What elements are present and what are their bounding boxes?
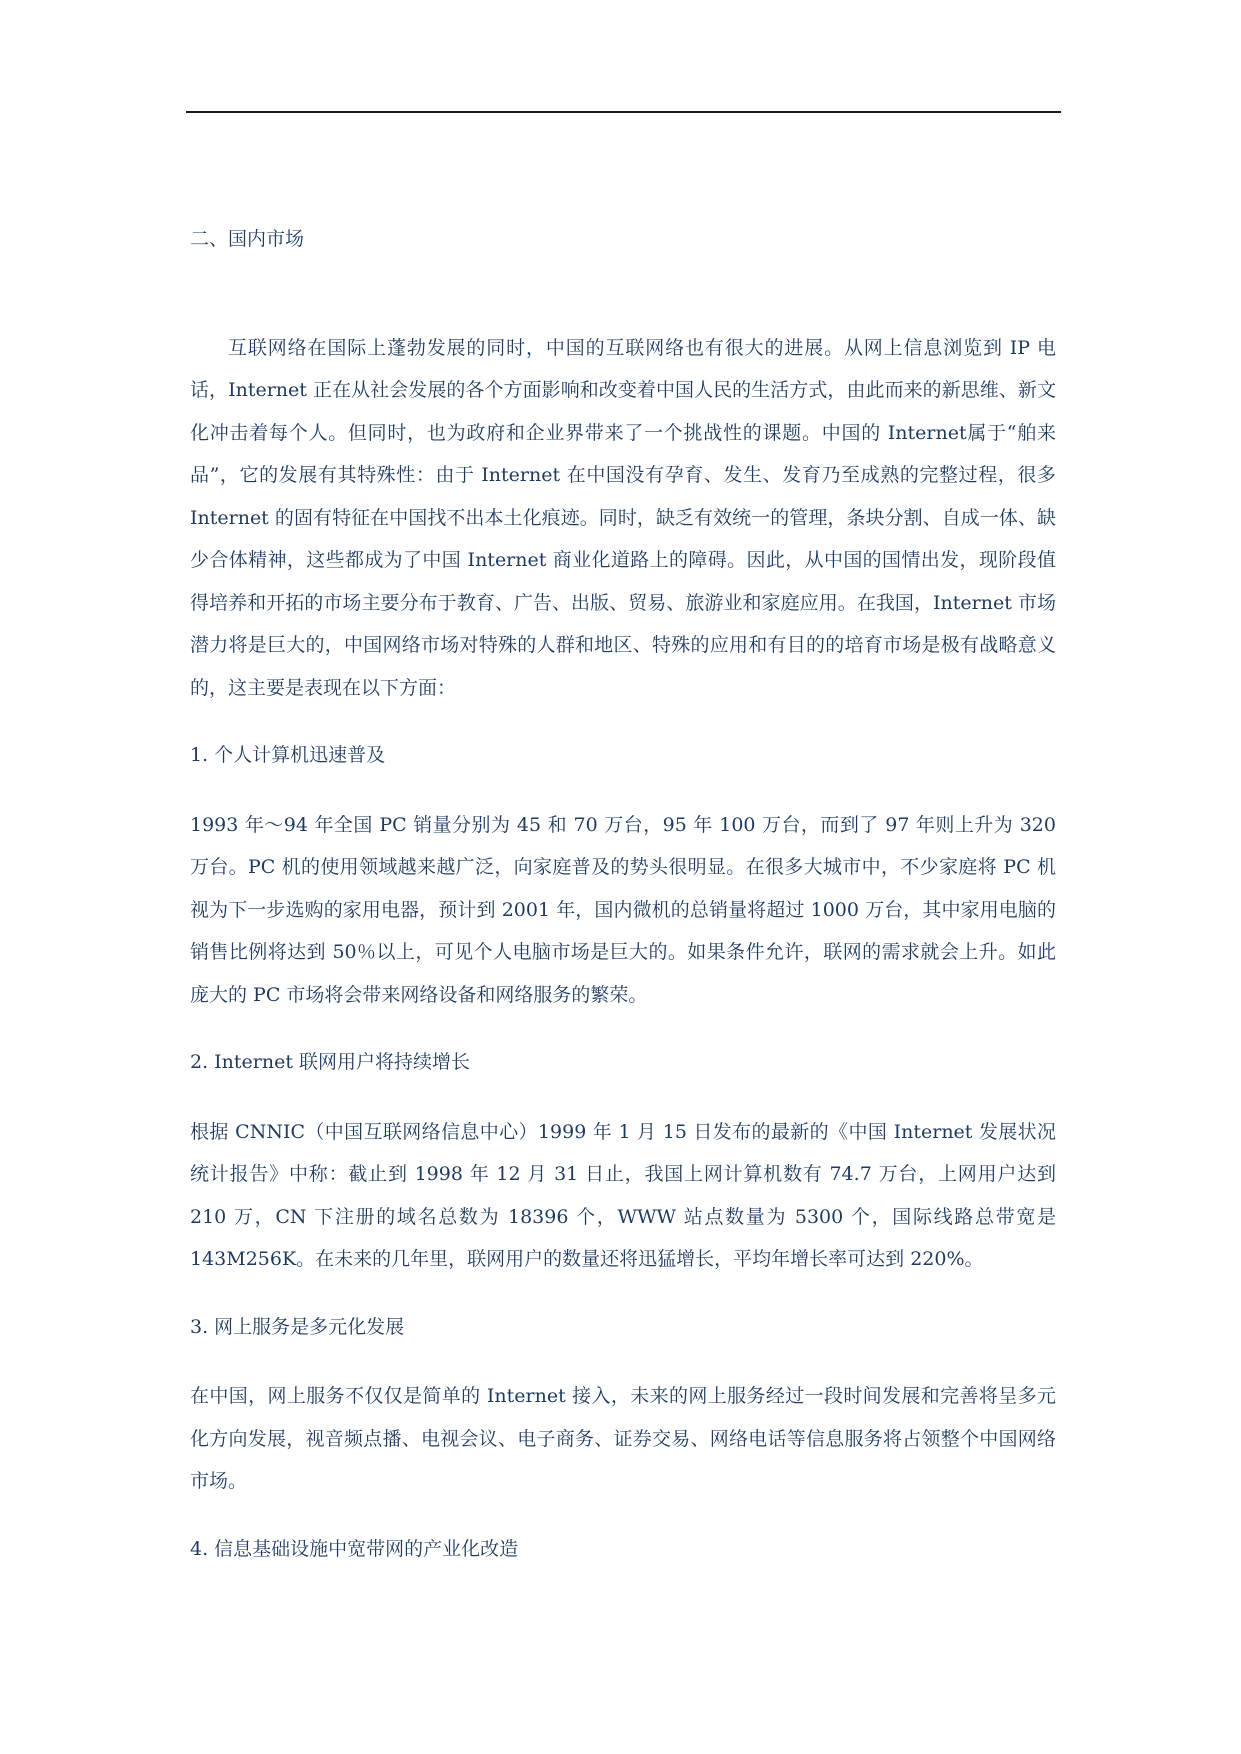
header-rule	[186, 111, 1061, 113]
item-1-heading: 1. 个人计算机迅速普及	[190, 744, 386, 766]
item-2-paragraph: 根据 CNNIC（中国互联网络信息中心）1999 年 1 月 15 日发布的最新的《中国 Internet 发展状况统计报告》中称：截止到 1998 年 12 月 31 日止，我国上网计算机数有 74.7 万台，上网用户达到 210 万，CN 下注册的域名总数为 18396 个，WWW 站点数量为 5300 个，国际线路总带宽是 143M256K。在未来的几年里，联网用户的数量还将迅猛增长，平均年增长率可达到 220%。	[190, 1120, 1056, 1270]
intro-paragraph: 互联网络在国际上蓬勃发展的同时，中国的互联网络也有很大的进展。从网上信息浏览到 IP 电话，Internet 正在从社会发展的各个方面影响和改变着中国人民的生活方式，由此而来的新思维、新文化冲击着每个人。但同时，也为政府和企业界带来了一个挑战性的课题。中国的 Internet属于“舶来品”，它的发展有其特殊性：由于 Internet 在中国没有孕育、发生、发育乃至成熟的完整过程，很多 Internet 的固有特征在中国找不出本土化痕迹。同时，缺乏有效统一的管理，条块分割、自成一体、缺少合体精神，这些都成为了中国 Internet 商业化道路上的障碍。因此，从中国的国情出发，现阶段值得培养和开拓的市场主要分布于教育、广告、出版、贸易、旅游业和家庭应用。在我国，Internet 市场潜力将是巨大的，中国网络市场对特殊的人群和地区、特殊的应用和有目的的培育市场是极有战略意义的，这主要是表现在以下方面：	[190, 336, 1056, 699]
item-4-heading: 4. 信息基础设施中宽带网的产业化改造	[190, 1537, 519, 1560]
item-1-paragraph: 1993 年～94 年全国 PC 销量分别为 45 和 70 万台，95 年 100 万台，而到了 97 年则上升为 320 万台。PC 机的使用领域越来越广泛，向家庭普及的势头很明显。在很多大城市中，不少家庭将 PC 机视为下一步选购的家用电器，预计到 2001 年，国内微机的总销量将超过 1000 万台，其中家用电脑的销售比例将达到 50％以上，可见个人电脑市场是巨大的。如果条件允许，联网的需求就会上升。如此庞大的 PC 市场将会带来网络设备和网络服务的繁荣。	[190, 813, 1056, 1006]
section-title: 二、国内市场	[190, 228, 305, 250]
item-3-heading: 3. 网上服务是多元化发展	[190, 1315, 405, 1338]
item-3-paragraph: 在中国，网上服务不仅仅是简单的 Internet 接入，未来的网上服务经过一段时间发展和完善将呈多元化方向发展，视音频点播、电视会议、电子商务、证券交易、网络电话等信息服务将占领整个中国网络市场。	[190, 1385, 1056, 1492]
item-2-heading: 2. Internet 联网用户将持续增长	[190, 1051, 471, 1073]
document-body	[190, 218, 1056, 1597]
